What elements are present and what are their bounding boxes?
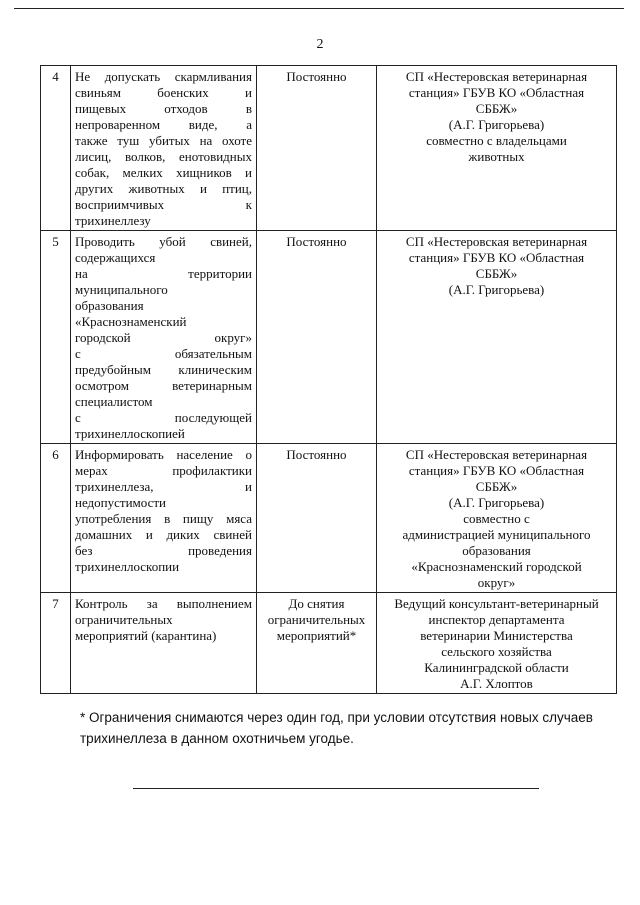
top-rule	[14, 8, 624, 9]
description-line: Информировать население о	[75, 447, 252, 462]
responsible-line: А.Г. Хлоптов	[460, 676, 533, 691]
description-line: образования	[75, 298, 144, 313]
responsible-party	[377, 231, 617, 444]
bottom-rule	[133, 788, 539, 789]
measure-term	[257, 444, 377, 593]
measure-description	[71, 444, 257, 593]
description-line: трихинеллоскопией	[75, 426, 185, 441]
responsible-line: сельского хозяйства	[441, 644, 552, 659]
term-line: мероприятий*	[276, 628, 357, 643]
term-line: Постоянно	[286, 69, 347, 84]
table-row	[41, 593, 617, 694]
measure-term	[257, 66, 377, 231]
responsible-line: СП «Нестеровская ветеринарная	[405, 69, 588, 84]
description-line: пищевых отходов в	[75, 101, 252, 116]
measures-table	[40, 65, 617, 694]
responsible-line: СББЖ»	[475, 266, 518, 281]
row-number: 5	[41, 231, 71, 444]
page-number: 2	[316, 37, 324, 52]
description-line: свиньям боенских и	[75, 85, 252, 100]
description-line: собак, мелких хищников и	[75, 165, 252, 180]
row-number: 6	[41, 444, 71, 593]
measure-term	[257, 593, 377, 694]
description-line: лисиц, волков, енотовидных	[75, 149, 252, 164]
description-line: без проведения	[75, 543, 252, 558]
description-line: непроваренном виде, а	[75, 117, 252, 132]
description-line: Не допускать скармливания	[75, 69, 252, 84]
responsible-line: станция» ГБУВ КО «Областная	[408, 85, 585, 100]
measure-description	[71, 231, 257, 444]
responsible-line: «Краснознаменский городской	[411, 559, 582, 574]
responsible-line: совместно с владельцами	[426, 133, 567, 148]
responsible-line: СП «Нестеровская ветеринарная	[405, 234, 588, 249]
footnote: * Ограничения снимаются через один год, при условии отсутствия новых случаев трихинеллеза в данном охотничьем угодье.	[80, 710, 593, 746]
description-line: специалистом	[75, 394, 153, 409]
description-line: городской округ»	[75, 330, 252, 345]
description-line: трихинеллеза, и	[75, 479, 252, 494]
responsible-line: (А.Г. Григорьева)	[448, 495, 545, 510]
description-line: употребления в пищу мяса	[75, 511, 252, 526]
description-line: также туш убитых на охоте	[75, 133, 252, 148]
description-line: трихинеллезу	[75, 213, 151, 228]
description-line: с обязательным	[75, 346, 252, 361]
term-line: ограничительных	[267, 612, 366, 627]
responsible-line: округ»	[477, 575, 516, 590]
description-line: Контроль за выполнением	[75, 596, 252, 611]
responsible-line: (А.Г. Григорьева)	[448, 117, 545, 132]
table-row	[41, 66, 617, 231]
responsible-line: животных	[468, 149, 525, 164]
measures-table-body	[41, 66, 617, 694]
description-line: предубойным клиническим	[75, 362, 252, 377]
description-line: муниципального	[75, 282, 168, 297]
responsible-line: (А.Г. Григорьева)	[448, 282, 545, 297]
responsible-line: администрацией муниципального	[402, 527, 591, 542]
row-number: 7	[41, 593, 71, 694]
responsible-line: совместно с	[463, 511, 530, 526]
responsible-line: СББЖ»	[475, 101, 518, 116]
description-line: Проводить убой свиней,	[75, 234, 252, 249]
description-line: «Краснознаменский	[75, 314, 187, 329]
description-line: осмотром ветеринарным	[75, 378, 252, 393]
responsible-line: Калининградской области	[424, 660, 569, 675]
responsible-line: Ведущий консультант-ветеринарный	[394, 596, 599, 611]
term-line: До снятия	[288, 596, 345, 611]
responsible-line: СББЖ»	[475, 479, 518, 494]
responsible-line: СП «Нестеровская ветеринарная	[405, 447, 588, 462]
description-line: домашних и диких свиней	[75, 527, 252, 542]
responsible-line: станция» ГБУВ КО «Областная	[408, 463, 585, 478]
responsible-party	[377, 66, 617, 231]
measure-term	[257, 231, 377, 444]
description-line: недопустимости	[75, 495, 166, 510]
description-line: на территории	[75, 266, 252, 281]
measure-description	[71, 593, 257, 694]
term-line: Постоянно	[286, 447, 347, 462]
description-line: восприимчивых к	[75, 197, 252, 212]
description-line: содержащихся	[75, 250, 156, 265]
term-line: Постоянно	[286, 234, 347, 249]
description-line: ограничительных	[75, 612, 173, 627]
description-line: других животных и птиц,	[75, 181, 252, 196]
responsible-party	[377, 444, 617, 593]
responsible-party	[377, 593, 617, 694]
description-line: мерах профилактики	[75, 463, 252, 478]
table-row	[41, 444, 617, 593]
responsible-line: образования	[462, 543, 531, 558]
responsible-line: инспектор департамента	[428, 612, 565, 627]
measure-description	[71, 66, 257, 231]
description-line: трихинеллоскопии	[75, 559, 180, 574]
table-row	[41, 231, 617, 444]
description-line: с последующей	[75, 410, 252, 425]
responsible-line: станция» ГБУВ КО «Областная	[408, 250, 585, 265]
row-number: 4	[41, 66, 71, 231]
description-line: мероприятий (карантина)	[75, 628, 217, 643]
responsible-line: ветеринарии Министерства	[420, 628, 573, 643]
